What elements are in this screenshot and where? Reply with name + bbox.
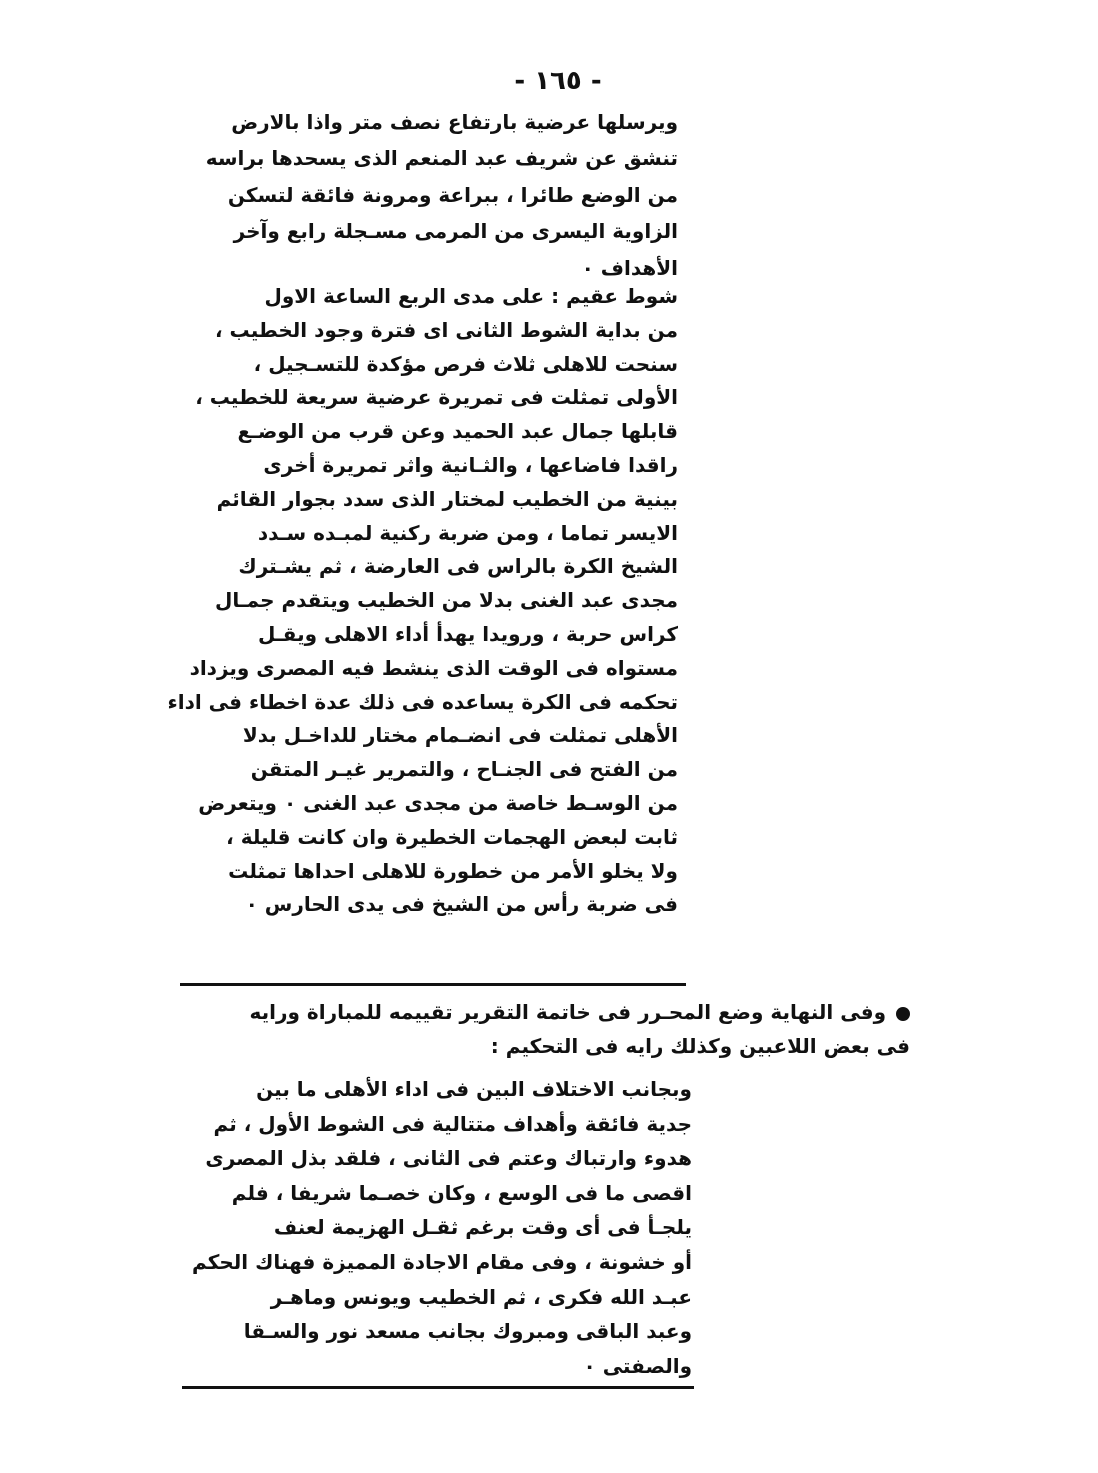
text-line: فى بعض اللاعبين وكذلك رايه فى التحكيم : xyxy=(490,1034,910,1058)
text-line: ولا يخلو الأمر من خطورة للاهلى احداها تمثلت xyxy=(228,858,678,883)
text-line xyxy=(160,995,910,1029)
text-line: مستواه فى الوقت الذى ينشط فيه المصرى ويزداد xyxy=(189,655,678,680)
divider-line xyxy=(182,1386,694,1389)
editor-note xyxy=(160,995,910,1063)
text-line-with-heading xyxy=(158,280,678,314)
text-line: من الوسـط خاصة من مجدى عبد الغنى ٠ ويتعرض xyxy=(198,790,678,815)
text-line: مجدى عبد الغنى بدلا من الخطيب ويتقدم جمـال xyxy=(214,588,678,613)
text-line: الأولى تمثلت فى تمريرة عرضية سريعة للخطيب ، xyxy=(195,385,678,410)
bullet-icon xyxy=(896,1007,910,1021)
text-line: اقصى ما فى الوسع ، وكان خصـما شريفا ، فلم xyxy=(231,1180,692,1205)
text-line: الأهداف ٠ xyxy=(581,255,678,280)
paragraph-second-half xyxy=(158,280,678,922)
paragraph-goal-description xyxy=(158,104,678,286)
text-line: فى ضربة رأس من الشيخ فى يدى الحارس ٠ xyxy=(245,892,678,917)
text-line: كراس حربة ، ورويدا يهدأ أداء الاهلى ويقـل xyxy=(257,621,678,646)
text-line: من الفتح فى الجنـاح ، والتمرير غيـر المتقن xyxy=(250,757,678,782)
text-line: راقدا فاضاعها ، والثـانية واثر تمريرة أخرى xyxy=(263,452,678,477)
divider-line xyxy=(180,983,686,986)
text-line: قابلها جمال عبد الحميد وعن قرب من الوضـع xyxy=(237,419,678,444)
text-line: الايسر تماما ، ومن ضربة ركنية لمبـده سـدد xyxy=(257,520,678,545)
text-line: أو خشونة ، وفى مقام الاجادة المميزة فهناك الحكم xyxy=(192,1249,692,1274)
text-line: تنشق عن شريف عبد المنعم الذى يسحدها براسه xyxy=(205,146,678,171)
text-line: ثابت لبعض الهجمات الخطيرة وان كانت قليلة ، xyxy=(226,824,678,849)
text-line: جدية فائقة وأهداف متتالية فى الشوط الأول ، ثم xyxy=(213,1111,692,1136)
text-line: يلجـأ فى أى وقت برغم ثقـل الهزيمة لعنف xyxy=(273,1215,692,1240)
text-line: من الوضع طائرا ، ببراعة ومرونة فائقة لتسكن xyxy=(227,182,678,207)
text-line: من بداية الشوط الثانى اى فترة وجود الخطيب ، xyxy=(215,317,678,342)
text-line: الأهلى تمثلت فى انضـمام مختار للداخـل بدلا xyxy=(242,723,678,748)
text-line: عبـد الله فكرى ، ثم الخطيب ويونس وماهـر xyxy=(270,1284,692,1309)
text-line: وبجانب الاختلاف البين فى اداء الأهلى ما بين xyxy=(256,1077,692,1101)
text-line: تحكمه فى الكرة يساعده فى ذلك عدة اخطاء فى اداء xyxy=(167,689,678,714)
text-line: بينية من الخطيب لمختار الذى سدد بجوار القائم xyxy=(216,486,678,511)
page-number: - ١٦٥ - xyxy=(514,66,602,96)
text-fragment: وفى النهاية وضع المحـرر فى خاتمة التقرير تقييمه للمباراة ورايه xyxy=(249,1000,886,1024)
text-line: وعبد الباقى ومبروك بجانب مسعد نور والسـقا xyxy=(243,1319,692,1344)
text-line: سنحت للاهلى ثلاث فرص مؤكدة للتسـجيل ، xyxy=(253,351,678,376)
text-line: الزاوية اليسرى من المرمى مسـجلة رابع وآخر xyxy=(233,219,678,244)
text-line: ويرسلها عرضية بارتفاع نصف متر واذا بالارض xyxy=(231,110,678,134)
text-line: الشيخ الكرة بالراس فى العارضة ، ثم يشـترك xyxy=(238,554,678,579)
text-fragment: : على مدى الربع الساعة الاول xyxy=(264,284,567,308)
inline-heading: شوط عقيم xyxy=(566,284,678,308)
text-line: هدوء وارتباك وعتم فى الثانى ، فلقد بذل المصرى xyxy=(205,1146,692,1171)
paragraph-evaluation xyxy=(180,1072,692,1383)
text-line: والصفتى ٠ xyxy=(583,1353,692,1378)
